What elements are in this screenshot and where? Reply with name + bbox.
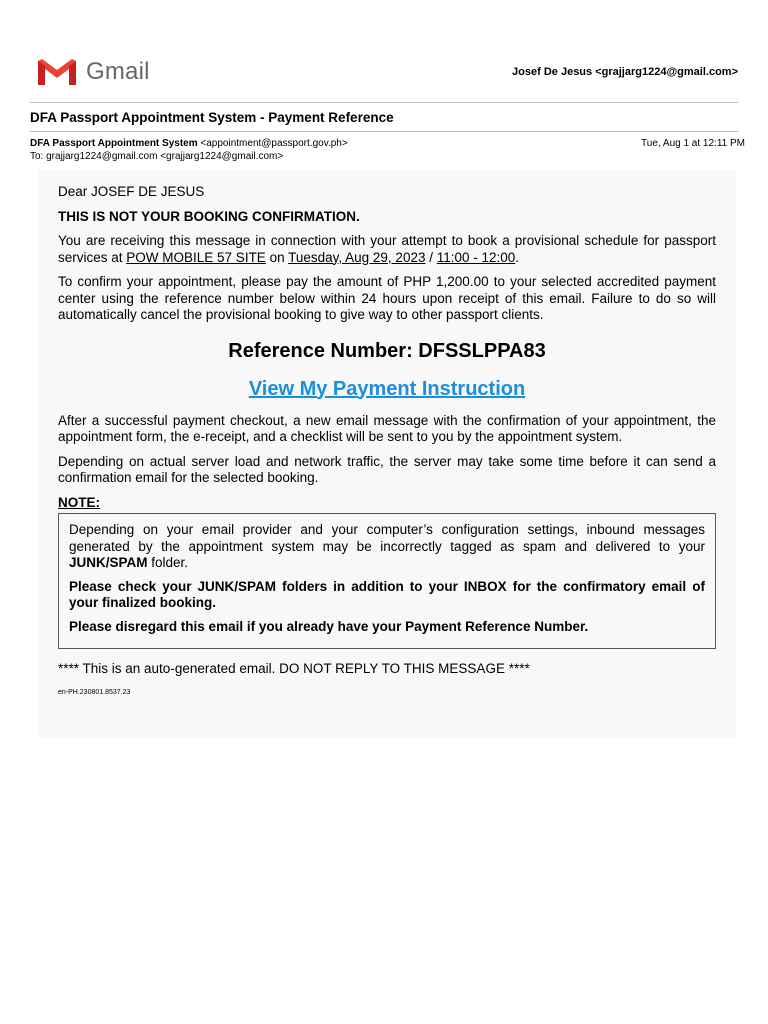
account-email: Josef De Jesus <grajjarg1224@gmail.com> [512, 66, 738, 78]
note-box [58, 513, 716, 649]
divider [30, 131, 738, 132]
intro-paragraph: You are receiving this message in connection with your attempt to book a provisional schedule for passport services at POW MOBILE 57 SITE on Tuesday, Aug 29, 2023 / 11:00 - 12:00. [58, 233, 716, 265]
gmail-logo [36, 56, 160, 88]
email-body [38, 170, 736, 738]
email-date: Tue, Aug 1 at 12:11 PM [641, 138, 745, 149]
payment-paragraph: To confirm your appointment, please pay the amount of PHP 1,200.00 to your selected accredited payment center using the reference number below within 24 hours upon receipt of this email. Failure to do so will automatically cancel the provisional booking to give way to other passport clients. [58, 274, 716, 322]
not-confirmation-notice: THIS IS NOT YOUR BOOKING CONFIRMATION. [58, 208, 360, 224]
appointment-time: 11:00 - 12:00 [436, 249, 516, 265]
note-check-junk: Please check your JUNK/SPAM folders in addition to your INBOX for the confirmatory email of your finalized booking. [69, 578, 705, 610]
gmail-header [0, 0, 768, 100]
sender-name: DFA Passport Appointment System [30, 138, 198, 149]
version-code: en-PH.230801.8537.23 [58, 688, 131, 696]
appointment-date: Tuesday, Aug 29, 2023 [288, 249, 426, 265]
view-payment-instruction-link[interactable]: View My Payment Instruction [248, 377, 526, 400]
reference-number: Reference Number: DFSSLPPA83 [228, 339, 546, 362]
sender-line [30, 138, 348, 149]
checkout-paragraph: After a successful payment checkout, a new email message with the confirmation of your appointment, the appointment form, the e-receipt, and a checklist will be sent to you by the appointment system. [58, 412, 716, 444]
note-disregard: Please disregard this email if you already have your Payment Reference Number. [69, 618, 589, 634]
note-label: NOTE: [58, 494, 100, 510]
site-name: POW MOBILE 57 SITE [126, 249, 266, 265]
recipient-line: To: grajjarg1224@gmail.com <grajjarg1224@gmail.com> [30, 151, 284, 162]
server-load-paragraph: Depending on actual server load and network traffic, the server may take some time before it can send a confirmation email for the selected booking. [58, 453, 716, 485]
gmail-wordmark: Gmail [86, 58, 150, 85]
gmail-m-icon [36, 57, 78, 87]
divider [30, 102, 738, 103]
sender-address: <appointment@passport.gov.ph> [200, 138, 348, 149]
note-spam-paragraph: Depending on your email provider and your computer’s configuration settings, inbound messages generated by the appointment system may be incorrectly tagged as spam and delivered to your JUNK/SPAM folder. [69, 522, 705, 570]
auto-generated-notice: **** This is an auto-generated email. DO NOT REPLY TO THIS MESSAGE **** [58, 661, 530, 676]
greeting: Dear JOSEF DE JESUS [58, 184, 205, 199]
email-subject: DFA Passport Appointment System - Payment Reference [30, 110, 394, 125]
